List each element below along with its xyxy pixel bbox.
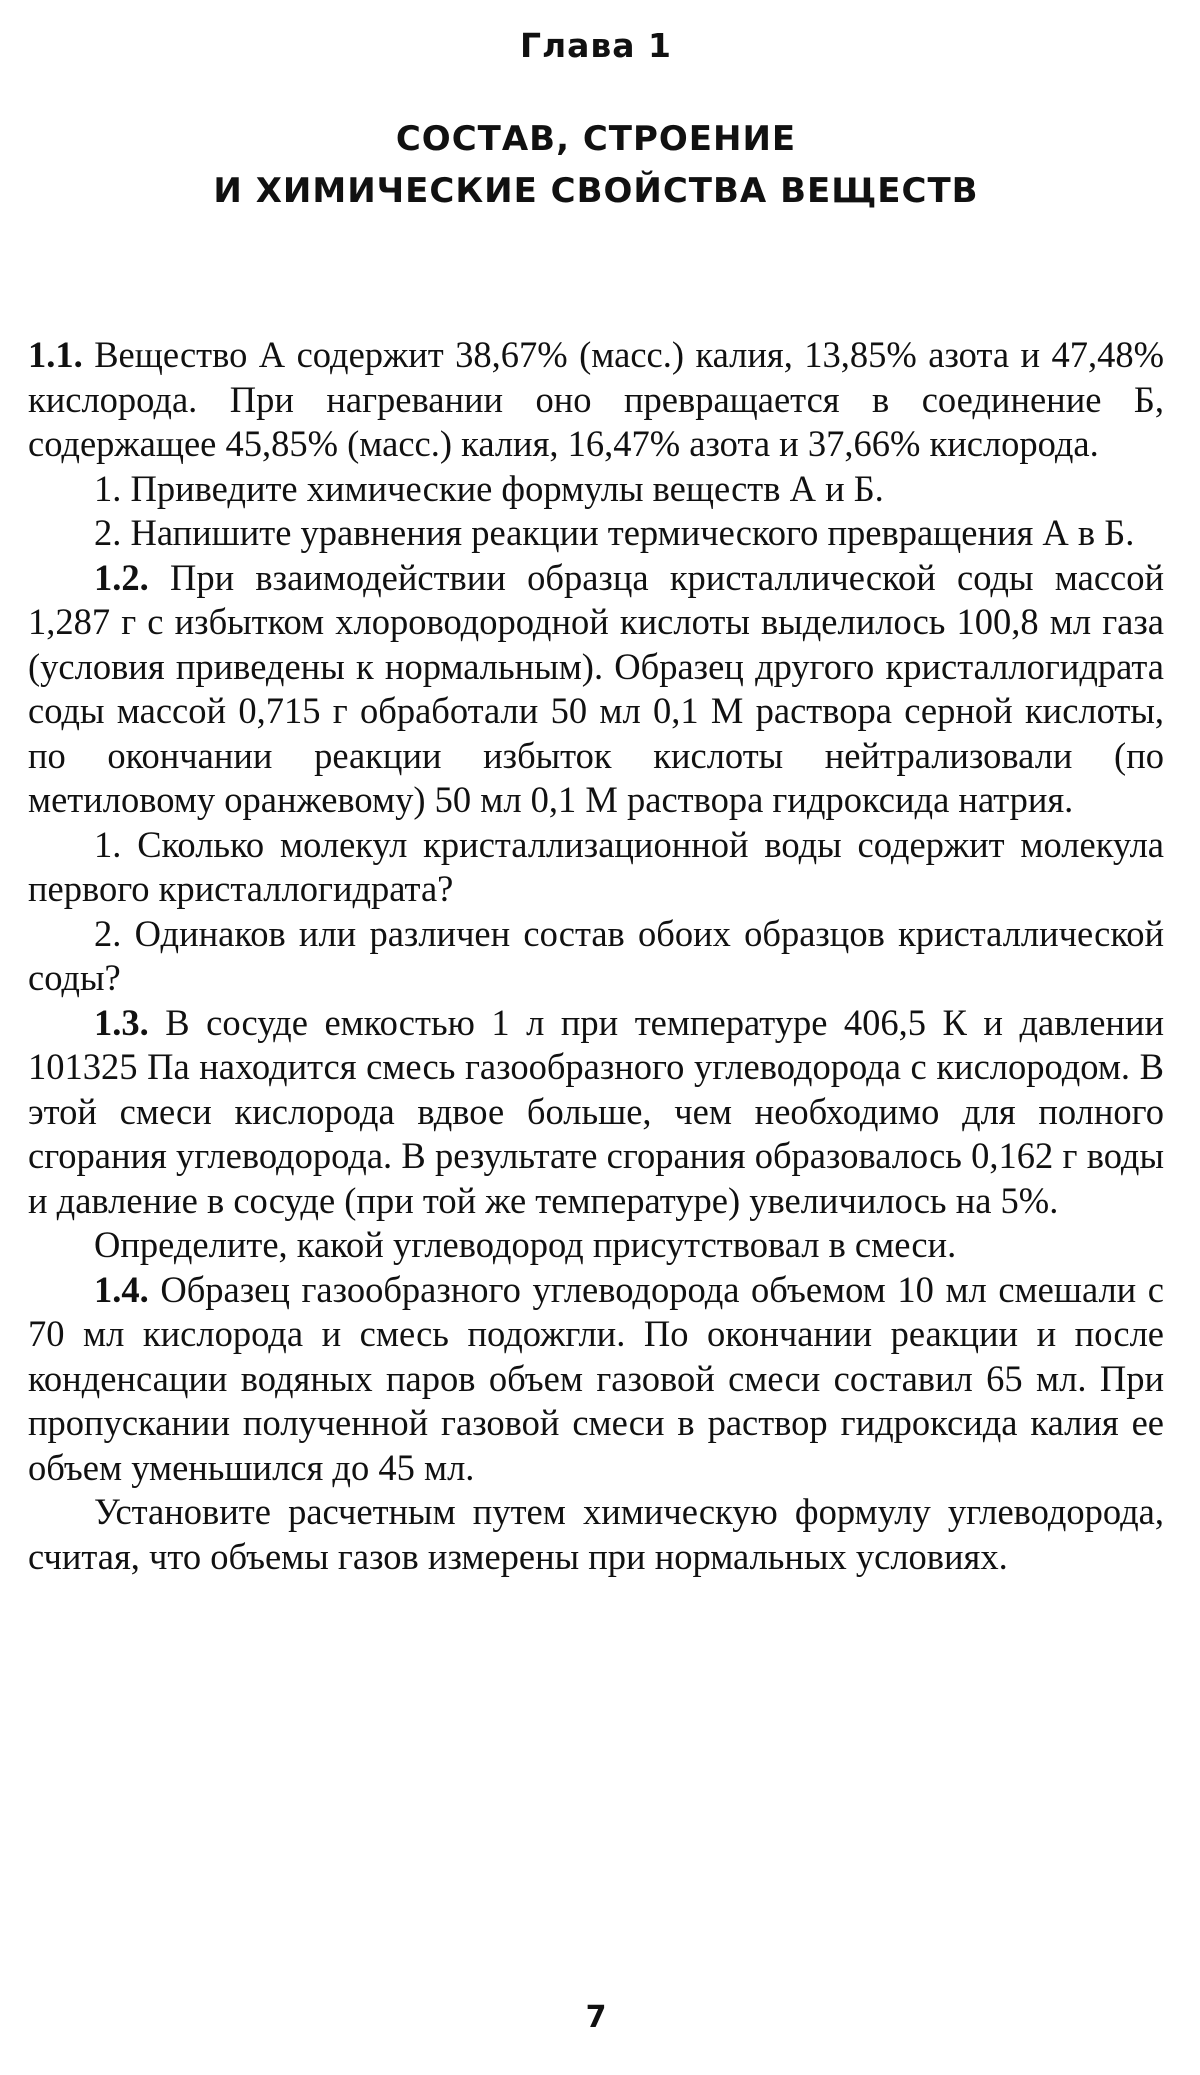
chapter-heading: Глава 1 [519, 26, 673, 65]
chapter-title [28, 113, 1164, 217]
chapter-title-line-2: И ХИМИЧЕСКИЕ СВОЙСТВА ВЕЩЕСТВ [213, 171, 979, 211]
problem-1-4 [28, 1268, 1164, 1491]
problem-1-1-question-1: 1. Приведите химические формулы веществ А и Б. [94, 467, 884, 509]
problem-text: Вещество А содержит 38,67% (масс.) калия, 13,85% азота и 47,48% кислорода. При нагревании оно превращается в соединение Б, содержащее 45,85% (масс.) калия, 16,47% азота и 37,66% кислорода. [28, 334, 1164, 464]
problem-text: При взаимодействии образца кристаллической соды массой 1,287 г с избытком хлороводородной кислоты выделилось 100,8 мл газа (условия приведены к нормальным). Образец другого кристаллогидрата соды массой 0,715 г обработали 50 мл 0,1 М раствора серной кислоты, по окончании реакции избыток кислоты нейтрализовали (по метиловому оранжевому) 50 мл 0,1 М раствора гидроксида натрия. [28, 556, 1164, 820]
problem-1-3 [28, 1001, 1164, 1224]
book-page [28, 0, 1164, 2075]
problem-1-2-question-2: 2. Одинаков или различен состав обоих образцов кристаллической соды? [28, 912, 1164, 998]
problem-number: 1.1. [28, 334, 83, 375]
chapter-title-line-1: СОСТАВ, СТРОЕНИЕ [395, 119, 797, 159]
problem-text: Образец газообразного углеводорода объемом 10 мл смешали с 70 мл кислорода и смесь подожгли. По окончании реакции и после конденсации водяных паров объем газовой смеси составил 65 мл. При пропускании полученной газовой смеси в раствор гидроксида калия ее объем уменьшился до 45 мл. [28, 1268, 1165, 1488]
problem-1-3-question-1: Определите, какой углеводород присутствовал в смеси. [94, 1224, 957, 1265]
problem-1-1-question-2: 2. Напишите уравнения реакции термического превращения А в Б. [94, 512, 1135, 553]
problems-body [28, 333, 1164, 1579]
page-number: 7 [585, 2000, 607, 2035]
problem-1-1 [28, 333, 1164, 467]
problem-number: 1.3. [94, 1001, 149, 1043]
problem-1-4-question-1: Установите расчетным путем химическую формулу углеводорода, считая, что объемы газов измерены при нормальных условиях. [28, 1491, 1164, 1577]
problem-number: 1.4. [94, 1268, 149, 1310]
problem-1-2-question-1: 1. Сколько молекул кристаллизационной воды содержит молекула первого кристаллогидрата? [28, 823, 1164, 909]
problem-1-2 [28, 556, 1164, 823]
problem-text: В сосуде емкостью 1 л при температуре 406,5 К и давлении 101325 Па находится смесь газообразного углеводорода с кислородом. В этой смеси кислорода вдвое больше, чем необходимо для полного сгорания углеводорода. В результате сгорания образовалось 0,162 г воды и давление в сосуде (при той же температуре) увеличилось на 5%. [28, 1001, 1165, 1221]
problem-number: 1.2. [94, 556, 149, 598]
